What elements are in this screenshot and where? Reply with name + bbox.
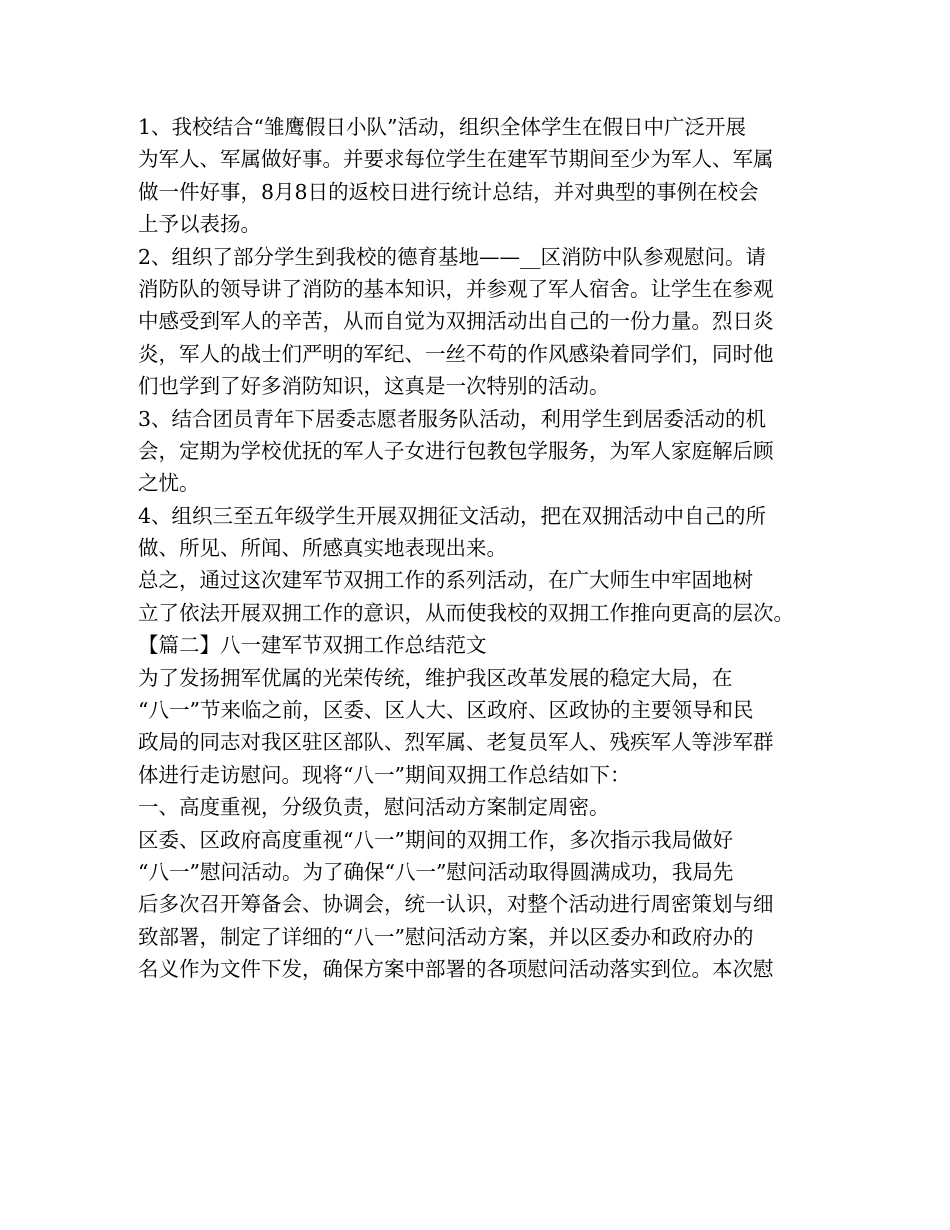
text-line: 一、高度重视，分级负责，慰问活动方案制定周密。 (138, 795, 610, 820)
text-line: 做一件好事，8月8日的返校日进行统计总结，并对典型的事例在校会 (138, 179, 759, 204)
text-line: 会，定期为学校优抚的军人子女进行包教包学服务，为军人家庭解后顾 (138, 438, 774, 463)
text-line: 后多次召开筹备会、协调会，统一认识，对整个活动进行周密策划与细 (138, 892, 774, 917)
text-line: 为了发扬拥军优属的光荣传统，维护我区改革发展的稳定大局，在 (138, 665, 733, 690)
text-line: 总之，通过这次建军节双拥工作的系列活动，在广大师生中牢固地树 (138, 568, 753, 593)
text-line: 区委、区政府高度重视“八一”期间的双拥工作，多次指示我局做好 (138, 827, 733, 852)
text-line: 中感受到军人的辛苦，从而自觉为双拥活动出自己的一份力量。烈日炎 (138, 309, 774, 334)
text-line: 为军人、军属做好事。并要求每位学生在建军节期间至少为军人、军属 (138, 147, 774, 172)
text-line: 2、组织了部分学生到我校的德育基地——__区消防中队参观慰问。请 (138, 244, 767, 269)
text-line: 致部署，制定了详细的“八一”慰问活动方案，并以区委办和政府办的 (138, 924, 754, 949)
text-line: 上予以表扬。 (138, 212, 261, 237)
text-line: 【篇二】八一建军节双拥工作总结范文 (138, 633, 487, 658)
text-line: 名义作为文件下发，确保方案中部署的各项慰问活动落实到位。本次慰 (138, 957, 774, 982)
text-line: 消防队的领导讲了消防的基本知识，并参观了军人宿舍。让学生在参观 (138, 276, 774, 301)
text-line: 1、我校结合“雏鹰假日小队”活动，组织全体学生在假日中广泛开展 (138, 115, 747, 139)
document-body (138, 111, 838, 986)
text-line: 之忧。 (138, 471, 200, 496)
text-line: 政局的同志对我区驻区部队、烈军属、老复员军人、残疾军人等涉军群 (138, 730, 774, 755)
text-line: 立了依法开展双拥工作的意识，从而使我校的双拥工作推向更高的层次。 (138, 600, 794, 625)
text-line: 做、所见、所闻、所感真实地表现出来。 (138, 536, 507, 561)
text-line: 们也学到了好多消防知识，这真是一次特别的活动。 (138, 374, 610, 399)
text-line: 3、结合团员青年下居委志愿者服务队活动，利用学生到居委活动的机 (138, 406, 767, 431)
text-line: “八一”慰问活动。为了确保“八一”慰问活动取得圆满成功，我局先 (138, 859, 734, 884)
text-line: 4、组织三至五年级学生开展双拥征文活动，把在双拥活动中自己的所 (138, 503, 767, 528)
text-line: 炎，军人的战士们严明的军纪、一丝不苟的作风感染着同学们，同时他 (138, 341, 774, 366)
text-line: 体进行走访慰问。现将“八一”期间双拥工作总结如下： (138, 762, 631, 787)
text-line: “八一”节来临之前，区委、区人大、区政府、区政协的主要领导和民 (138, 698, 754, 723)
